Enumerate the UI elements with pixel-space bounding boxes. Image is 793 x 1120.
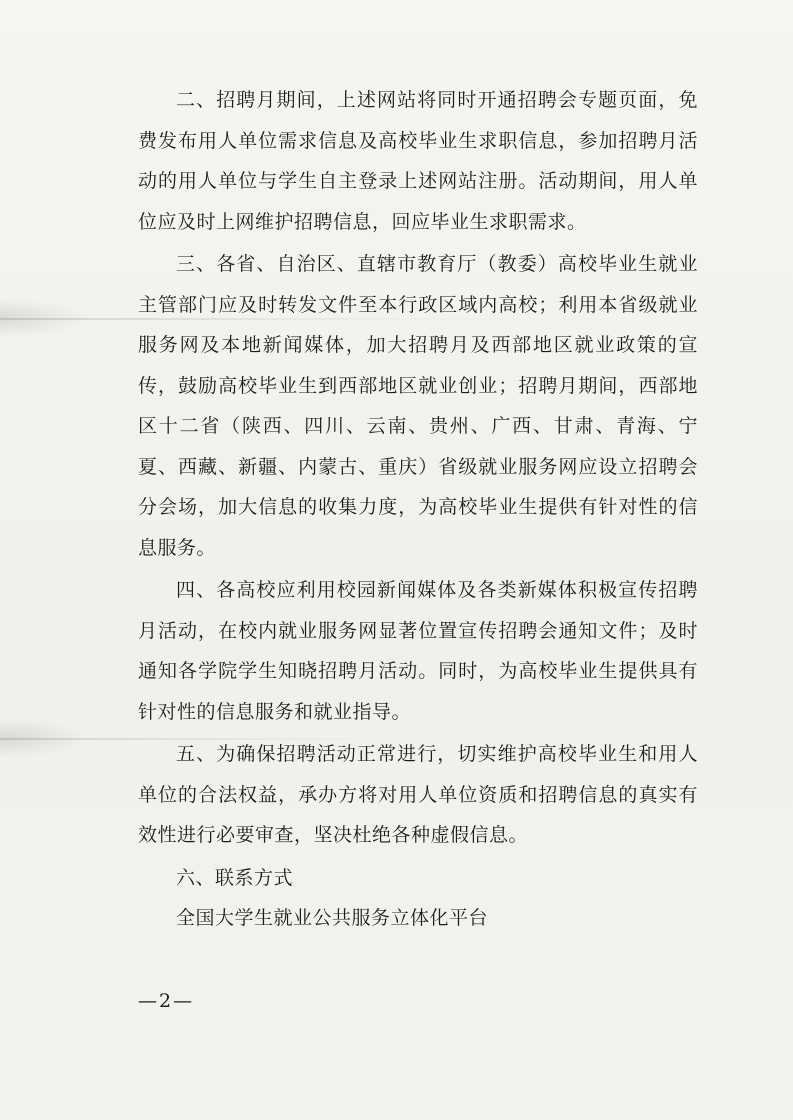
paragraph-five: 五、为确保招聘活动正常进行，切实维护高校毕业生和用人单位的合法权益，承办方将对用人单位资质和招聘信息的真实有效性进行必要审查，坚决杜绝各种虚假信息。 [138,743,698,846]
document-body [138,80,698,939]
section-six-heading: 六、联系方式 [176,866,294,889]
paragraph-three: 三、各省、自治区、直辖市教育厅（教委）高校毕业生就业主管部门应及时转发文件至本行政区域内高校；利用本省级就业服务网及本地新闻媒体，加大招聘月及西部地区就业政策的宣传，鼓励高校毕业生到西部地区就业创业；招聘月期间，西部地区十二省（陕西、四川、云南、贵州、广西、甘肃、青海、宁夏、西藏、新疆、内蒙古、重庆）省级就业服务网应设立招聘会分会场，加大信息的收集力度，为高校毕业生提供有针对性的信息服务。 [138,253,698,559]
paragraph-four: 四、各高校应利用校园新闻媒体及各类新媒体积极宣传招聘月活动，在校内就业服务网显著位置宣传招聘会通知文件；及时通知各学院学生知晓招聘月活动。同时，为高校毕业生提供具有针对性的信息服务和就业指导。 [138,579,698,723]
contact-line: 全国大学生就业公共服务立体化平台 [176,907,489,929]
page-number: —2— [138,990,195,1012]
paragraph-two: 二、招聘月期间，上述网站将同时开通招聘会专题页面，免费发布用人单位需求信息及高校毕业生求职信息，参加招聘月活动的用人单位与学生自主登录上述网站注册。活动期间，用人单位应及时上网维护招聘信息，回应毕业生求职需求。 [138,89,698,233]
